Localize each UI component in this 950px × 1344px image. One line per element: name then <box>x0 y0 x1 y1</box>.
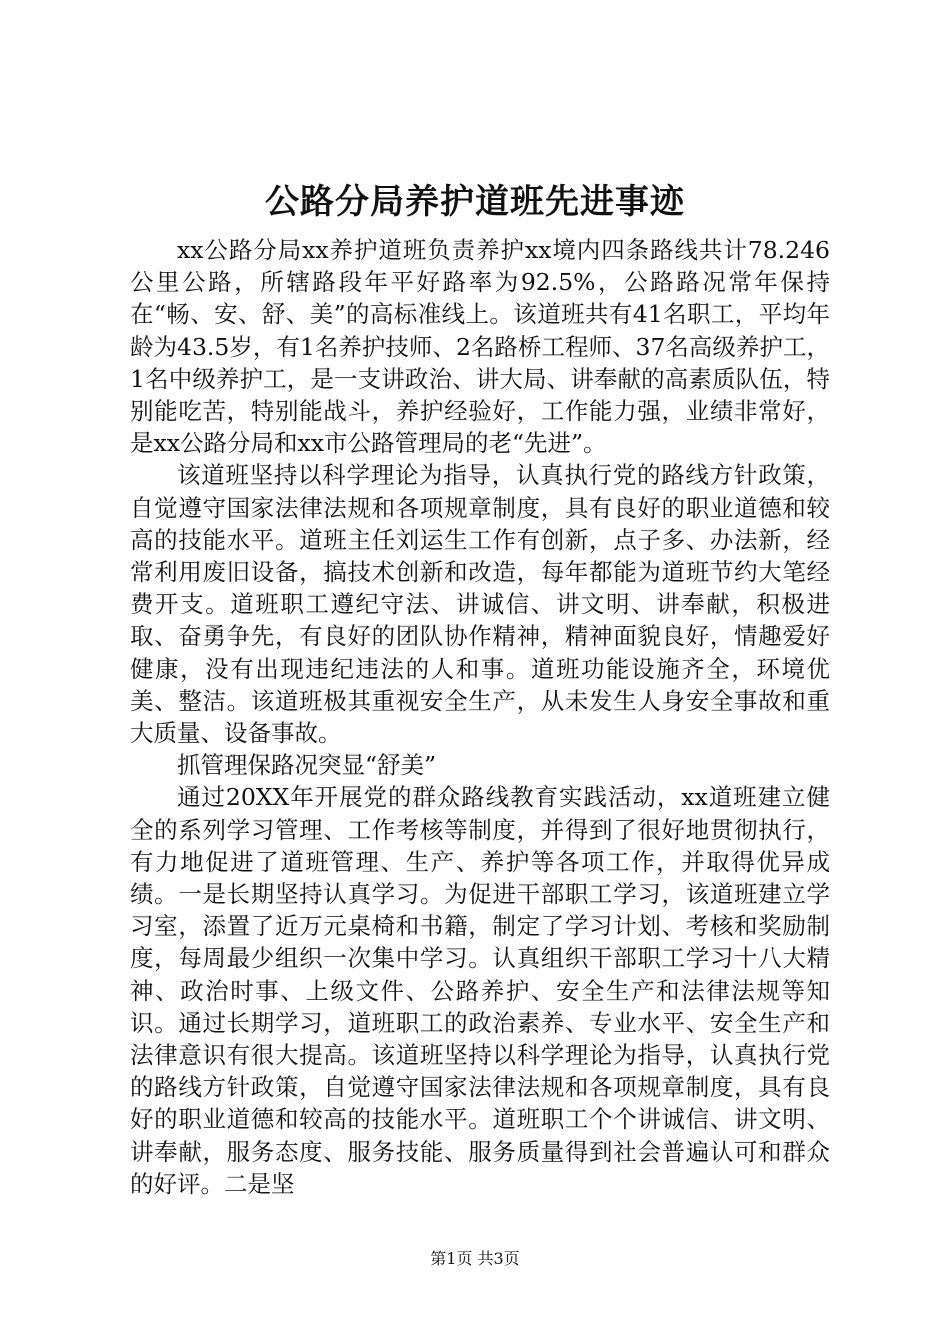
paragraph: 通过20XX年开展党的群众路线教育实践活动，xx道班建立健全的系列学习管理、工作考核等制度，并得到了很好地贯彻执行，有力地促进了道班管理、生产、养护等各项工作，并取得优异成绩。一是长期坚持认真学习。为促进干部职工学习，该道班建立学习室，添置了近万元桌椅和书籍，制定了学习计划、考核和奖励制度，每周最少组织一次集中学习。认真组织干部职工学习十八大精神、政治时事、上级文件、公路养护、安全生产和法律法规等知识。通过长期学习，道班职工的政治素养、专业水平、安全生产和法律意识有很大提高。该道班坚持以科学理论为指导，认真执行党的路线方针政策，自觉遵守国家法律法规和各项规章制度，具有良好的职业道德和较高的技能水平。道班职工个个讲诚信、讲文明、讲奉献，服务态度、服务技能、服务质量得到社会普遍认可和群众的好评。二是坚 <box>130 783 830 1198</box>
document-title: 公路分局养护道班先进事迹 <box>265 182 685 222</box>
paragraph: 该道班坚持以科学理论为指导，认真执行党的路线方针政策，自觉遵守国家法律法规和各项规章制度，具有良好的职业道德和较高的技能水平。道班主任刘运生工作有创新，点子多、办法新，经常利用废旧设备，搞技术创新和改造，每年都能为道班节约大笔经费开支。道班职工遵纪守法、讲诚信、讲文明、讲奉献，积极进取、奋勇争先，有良好的团队协作精神，精神面貌良好，情趣爱好健康，没有出现违纪违法的人和事。道班功能设施齐全，环境优美、整洁。该道班极其重视安全生产，从未发生人身安全事故和重大质量、设备事故。 <box>130 461 830 748</box>
page-number: 第1页 共3页 <box>430 1249 520 1268</box>
section-heading: 抓管理保路况突显“舒美” <box>177 751 437 780</box>
paragraph: xx公路分局xx养护道班负责养护xx境内四条路线共计78.246公里公路，所辖路段年平好路率为92.5%，公路路况常年保持在“畅、安、舒、美”的高标准线上。该道班共有41名职工，平均年龄为43.5岁，有1名养护技师、2名路桥工程师、37名高级养护工，1名中级养护工，是一支讲政治、讲大局、讲奉献的高素质队伍，特别能吃苦，特别能战斗，养护经验好，工作能力强，业绩非常好，是xx公路分局和xx市公路管理局的老“先进”。 <box>130 236 830 458</box>
document-body <box>130 234 830 1200</box>
